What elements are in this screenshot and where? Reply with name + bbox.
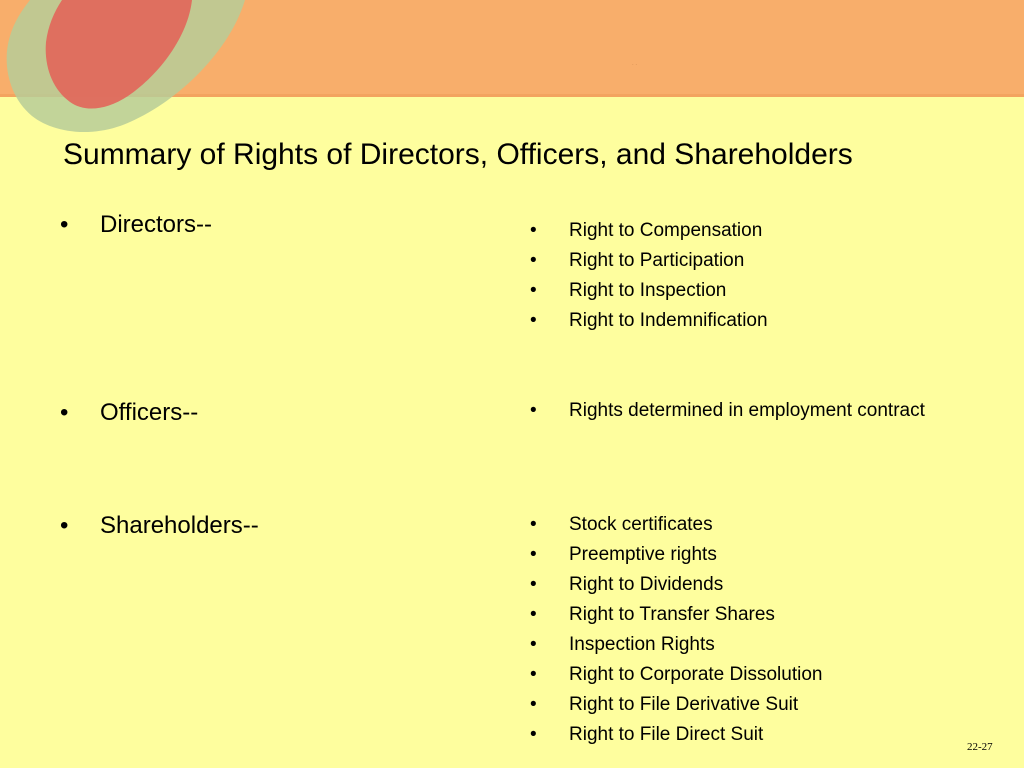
page-number: 22-27: [967, 741, 993, 753]
bullet-icon: •: [530, 664, 537, 685]
bullet-icon: •: [60, 211, 69, 238]
bullet-icon: •: [530, 604, 537, 625]
list-item: • Right to Dividends: [530, 574, 724, 595]
category-officers: [60, 399, 198, 427]
category-directors: [60, 211, 212, 239]
list-item: • Right to Indemnification: [530, 310, 768, 331]
bullet-icon: •: [530, 220, 537, 241]
bullet-icon: •: [530, 694, 537, 715]
bullet-icon: •: [530, 544, 537, 565]
category-shareholders: [60, 512, 259, 540]
list-item: • Right to File Direct Suit: [530, 724, 764, 745]
category-label: Directors--: [100, 211, 212, 238]
list-item: • Rights determined in employment contract: [530, 400, 925, 421]
bullet-icon: •: [530, 400, 537, 421]
shareholders-rights-list: [530, 512, 950, 752]
list-item: • Inspection Rights: [530, 634, 715, 655]
list-item: • Right to Inspection: [530, 280, 727, 301]
bullet-icon: •: [60, 512, 69, 539]
list-item: • Right to File Derivative Suit: [530, 694, 799, 715]
category-label: Shareholders--: [100, 512, 259, 539]
bullet-icon: •: [530, 250, 537, 271]
bullet-icon: •: [530, 280, 537, 301]
bullet-icon: •: [60, 399, 69, 426]
list-item: • Stock certificates: [530, 514, 713, 535]
slide-title: Summary of Rights of Directors, Officers, and Shareholders: [63, 138, 853, 171]
directors-rights-list: [530, 218, 950, 338]
bullet-icon: •: [530, 724, 537, 745]
bullet-icon: •: [530, 514, 537, 535]
category-label: Officers--: [100, 399, 199, 426]
list-item: • Right to Transfer Shares: [530, 604, 775, 625]
decorative-leaf-graphic: [0, 0, 260, 140]
list-item: • Right to Participation: [530, 250, 745, 271]
officers-rights-list: [530, 398, 930, 428]
bullet-icon: •: [530, 634, 537, 655]
header-mark: . .: [632, 61, 638, 67]
bullet-icon: •: [530, 574, 537, 595]
bullet-icon: •: [530, 310, 537, 331]
list-item: • Right to Corporate Dissolution: [530, 664, 823, 685]
list-item: • Right to Compensation: [530, 220, 763, 241]
list-item: • Preemptive rights: [530, 544, 717, 565]
